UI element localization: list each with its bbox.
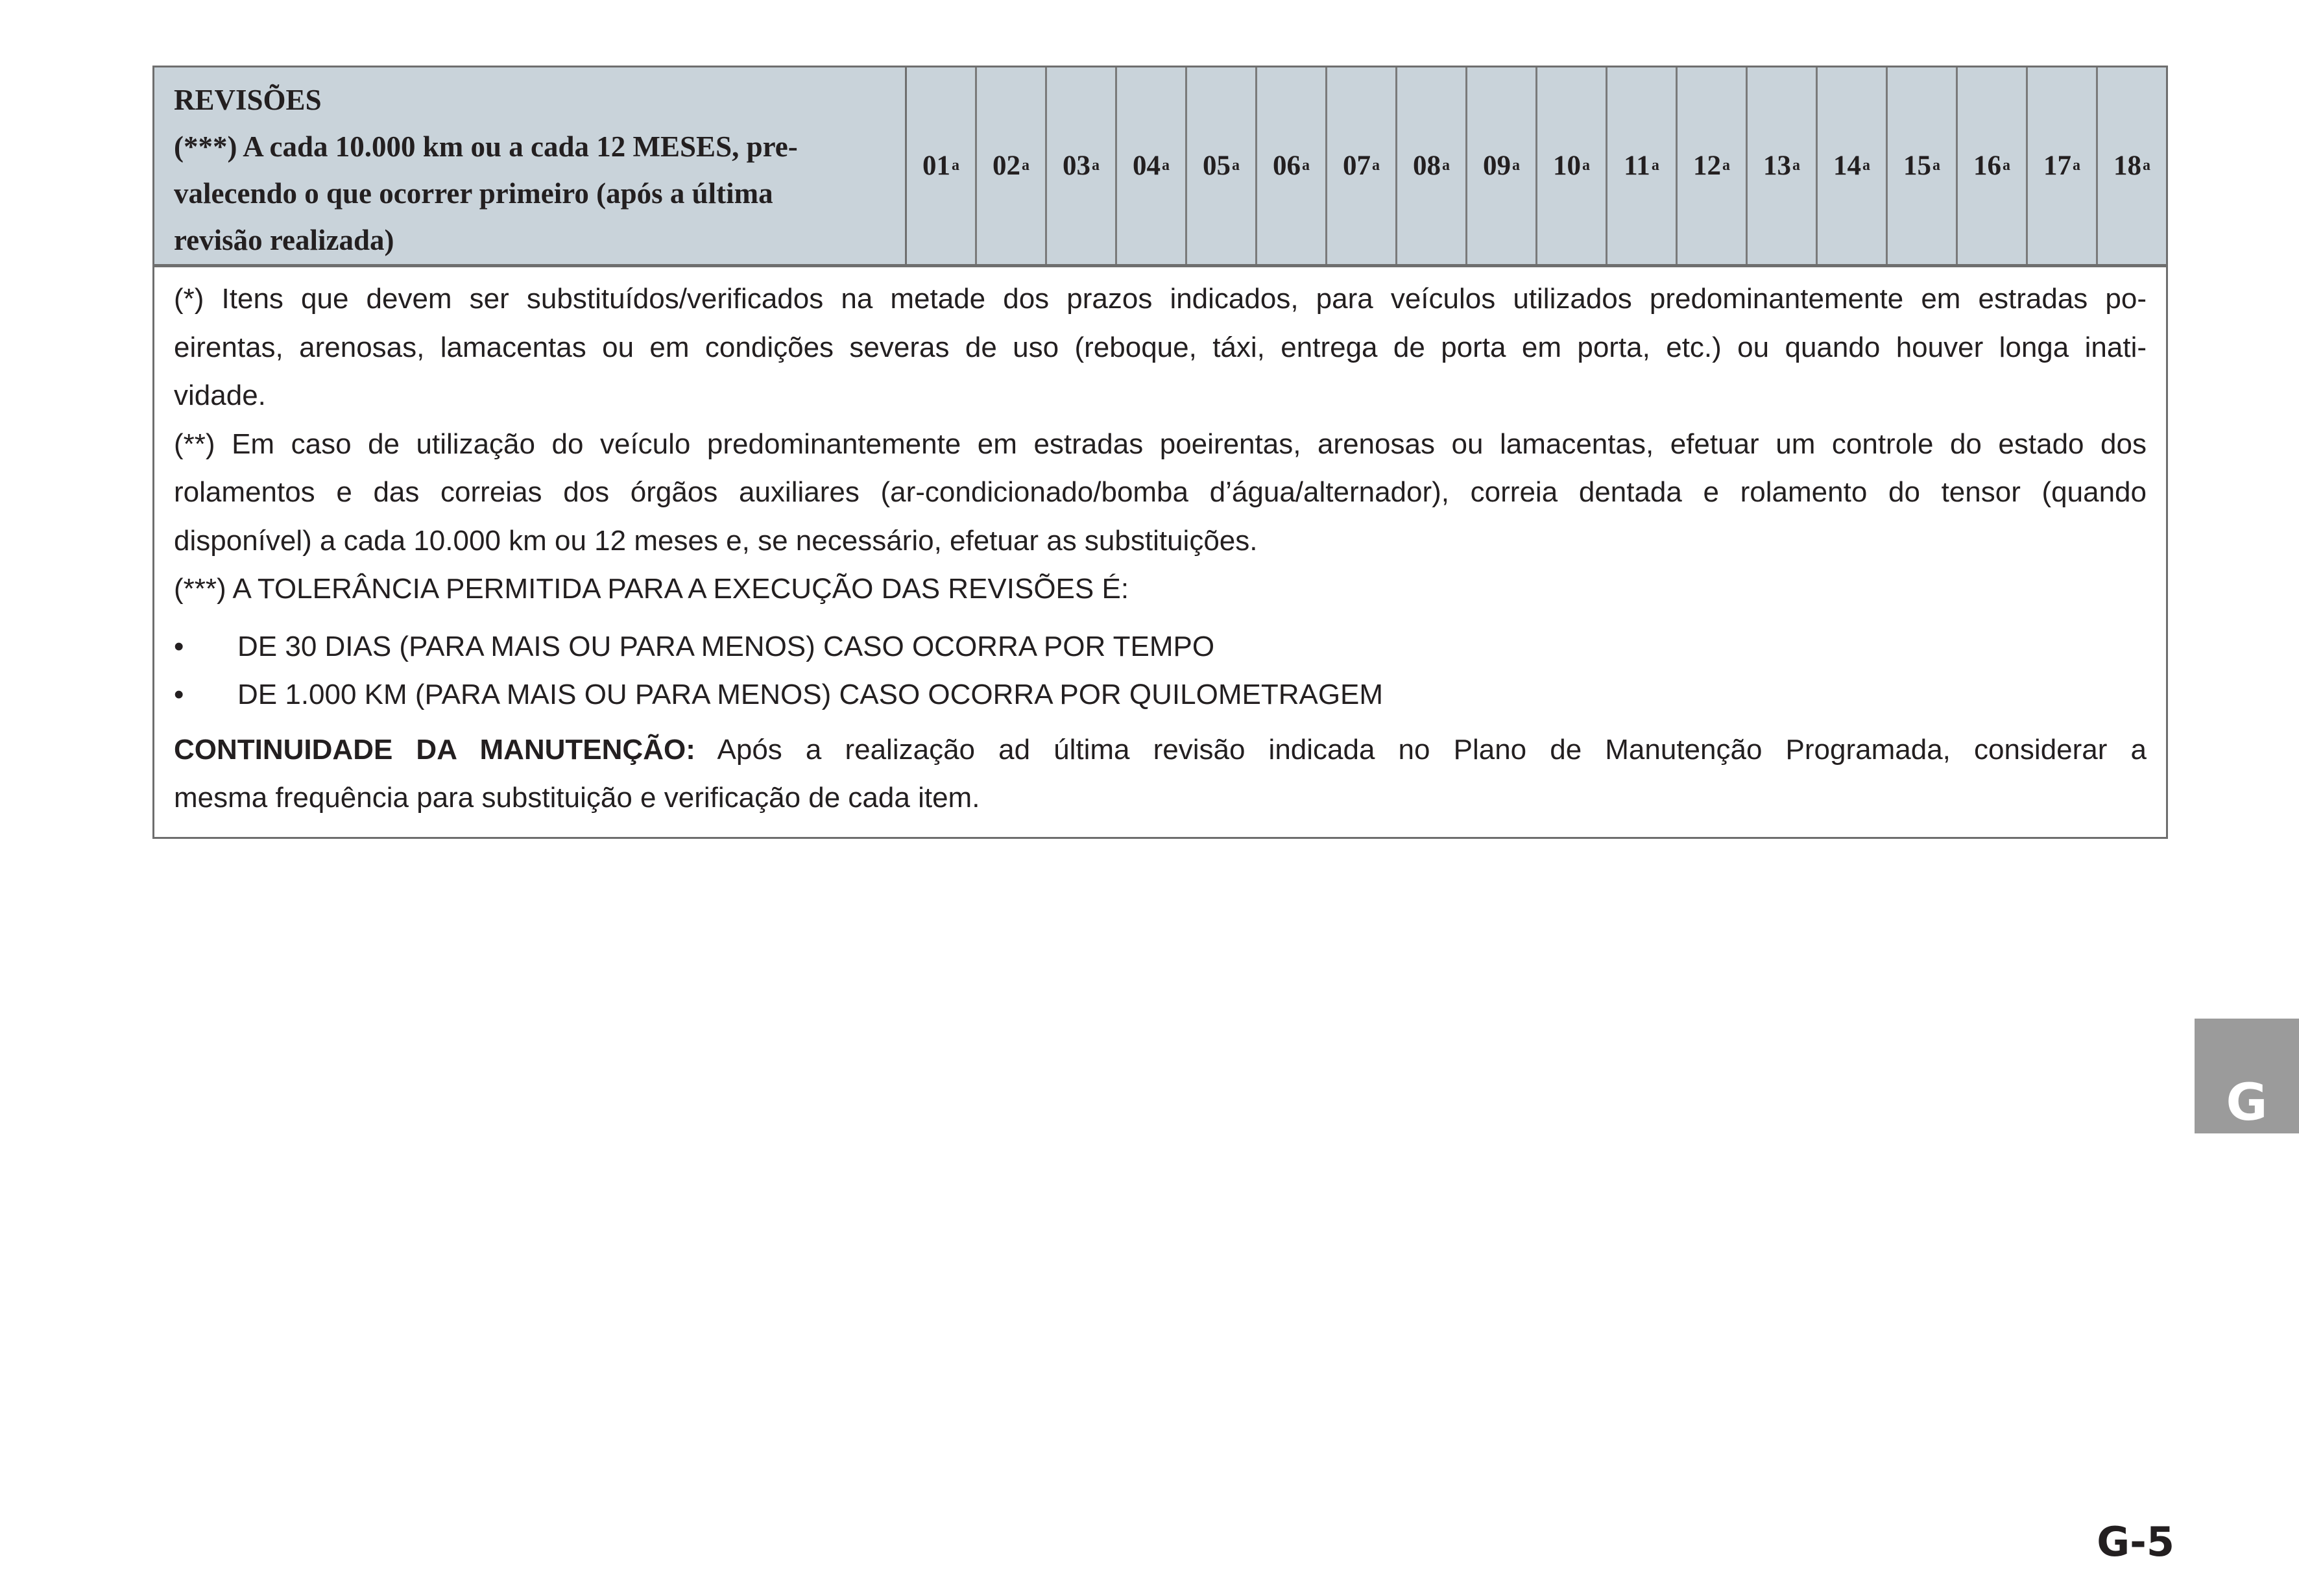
note-asterisk-2: disponível) a cada 10.000 km ou 12 meses e, se necessário, efetuar as substituições. — [174, 524, 1258, 557]
ordinal-suffix: a — [1582, 157, 1590, 174]
maintenance-table — [152, 66, 2168, 839]
note-asterisk-1: (*) Itens que devem ser substituídos/verificados na metade dos prazos indicados, para veículos utilizados predominantemente em estradas po- — [174, 283, 2147, 315]
table-notes — [154, 267, 2166, 837]
ordinal-suffix: a — [952, 157, 959, 174]
list-item-text: DE 30 DIAS (PARA MAIS OU PARA MENOS) CASO OCORRA POR TEMPO — [237, 630, 1215, 662]
note-asterisk-1: eirentas, arenosas, lamacentas ou em condições severas de uso (reboque, táxi, entrega de porta em porta, etc.) ou quando houver longa inati- — [174, 331, 2147, 363]
header-title-line: revisão realizada) — [174, 224, 394, 256]
ordinal-suffix: a — [1792, 157, 1800, 174]
list-item-text: DE 1.000 KM (PARA MAIS OU PARA MENOS) CASO OCORRA POR QUILOMETRAGEM — [237, 679, 1384, 710]
revision-column-header — [1187, 67, 1257, 264]
ordinal-suffix: a — [1722, 157, 1730, 174]
continuity-paragraph — [174, 726, 2147, 775]
tolerance-list — [174, 623, 2147, 719]
ordinal-suffix: a — [1932, 157, 1940, 174]
revision-number: 18 — [2113, 151, 2141, 181]
revisions-header-title — [154, 67, 907, 264]
revision-number: 17 — [2043, 151, 2071, 181]
revision-column-header — [1537, 67, 1607, 264]
note-asterisk-2: rolamentos e das correias dos órgãos auxiliares (ar-condicionado/bomba d’água/alternador), correia dentada e rolamento do tensor (quando — [174, 476, 2147, 508]
section-tab — [2195, 1019, 2299, 1133]
revision-columns — [907, 67, 2166, 264]
note-asterisk-1: vidade. — [174, 380, 266, 411]
section-tab-label: G — [2226, 1074, 2268, 1132]
table-header — [154, 67, 2166, 267]
bullet-icon: • — [174, 679, 184, 710]
continuity-paragraph-line2: mesma frequência para substituição e verificação de cada item. — [174, 782, 980, 814]
header-title-line: (***) A cada 10.000 km ou a cada 12 MESES, pre- — [174, 130, 798, 163]
revision-column-header — [1888, 67, 1958, 264]
revision-column-header — [2028, 67, 2098, 264]
continuity-label: CONTINUIDADE DA MANUTENÇÃO: — [174, 733, 695, 766]
revision-number: 16 — [1973, 151, 2001, 181]
note-asterisk-2: (**) Em caso de utilização do veículo predominantemente em estradas poeirentas, arenosas ou lamacentas, efetuar um controle do estado dos — [174, 428, 2147, 460]
revision-number: 06 — [1273, 151, 1301, 181]
bullet-icon: • — [174, 630, 184, 662]
revision-number: 05 — [1203, 151, 1231, 181]
revision-number: 12 — [1693, 151, 1721, 181]
ordinal-suffix: a — [1512, 157, 1520, 174]
ordinal-suffix: a — [2073, 157, 2080, 174]
ordinal-suffix: a — [1651, 157, 1659, 174]
revision-column-header — [1327, 67, 1397, 264]
revision-column-header — [1958, 67, 2028, 264]
ordinal-suffix: a — [1022, 157, 1029, 174]
revision-number: 13 — [1763, 151, 1791, 181]
revision-column-header — [1607, 67, 1678, 264]
revision-number: 14 — [1833, 151, 1861, 181]
revision-column-header — [1117, 67, 1187, 264]
ordinal-suffix: a — [1162, 157, 1170, 174]
revision-number: 09 — [1483, 151, 1511, 181]
continuity-text: Após a realização ad última revisão indicada no Plano de Manutenção Programada, considerar a — [695, 733, 2147, 766]
header-title-line: valecendo o que ocorrer primeiro (após a última — [174, 177, 773, 210]
ordinal-suffix: a — [2143, 157, 2150, 174]
revision-column-header — [1678, 67, 1748, 264]
revision-number: 04 — [1133, 151, 1161, 181]
revision-number: 15 — [1903, 151, 1931, 181]
revision-column-header — [1257, 67, 1327, 264]
ordinal-suffix: a — [1862, 157, 1870, 174]
revision-column-header — [1818, 67, 1888, 264]
revision-number: 07 — [1343, 151, 1371, 181]
ordinal-suffix: a — [1092, 157, 1100, 174]
note-asterisk-3: (***) A TOLERÂNCIA PERMITIDA PARA A EXECUÇÃO DAS REVISÕES É: — [174, 573, 1129, 605]
revision-number: 11 — [1624, 151, 1650, 181]
list-item — [174, 623, 2147, 671]
ordinal-suffix: a — [1372, 157, 1380, 174]
revision-number: 01 — [922, 151, 950, 181]
revision-column-header — [1047, 67, 1117, 264]
revision-column-header — [907, 67, 977, 264]
revision-number: 02 — [993, 151, 1020, 181]
ordinal-suffix: a — [1232, 157, 1240, 174]
revision-number: 03 — [1063, 151, 1090, 181]
revision-column-header — [1397, 67, 1467, 264]
revision-column-header — [977, 67, 1047, 264]
revision-number: 08 — [1413, 151, 1441, 181]
header-title-line: REVISÕES — [174, 84, 322, 116]
list-item — [174, 671, 2147, 719]
ordinal-suffix: a — [2003, 157, 2010, 174]
ordinal-suffix: a — [1442, 157, 1450, 174]
revision-column-header — [1748, 67, 1818, 264]
revision-column-header — [1467, 67, 1537, 264]
revision-column-header — [2098, 67, 2166, 264]
revision-number: 10 — [1553, 151, 1581, 181]
page-number: G-5 — [2097, 1518, 2174, 1566]
ordinal-suffix: a — [1302, 157, 1310, 174]
